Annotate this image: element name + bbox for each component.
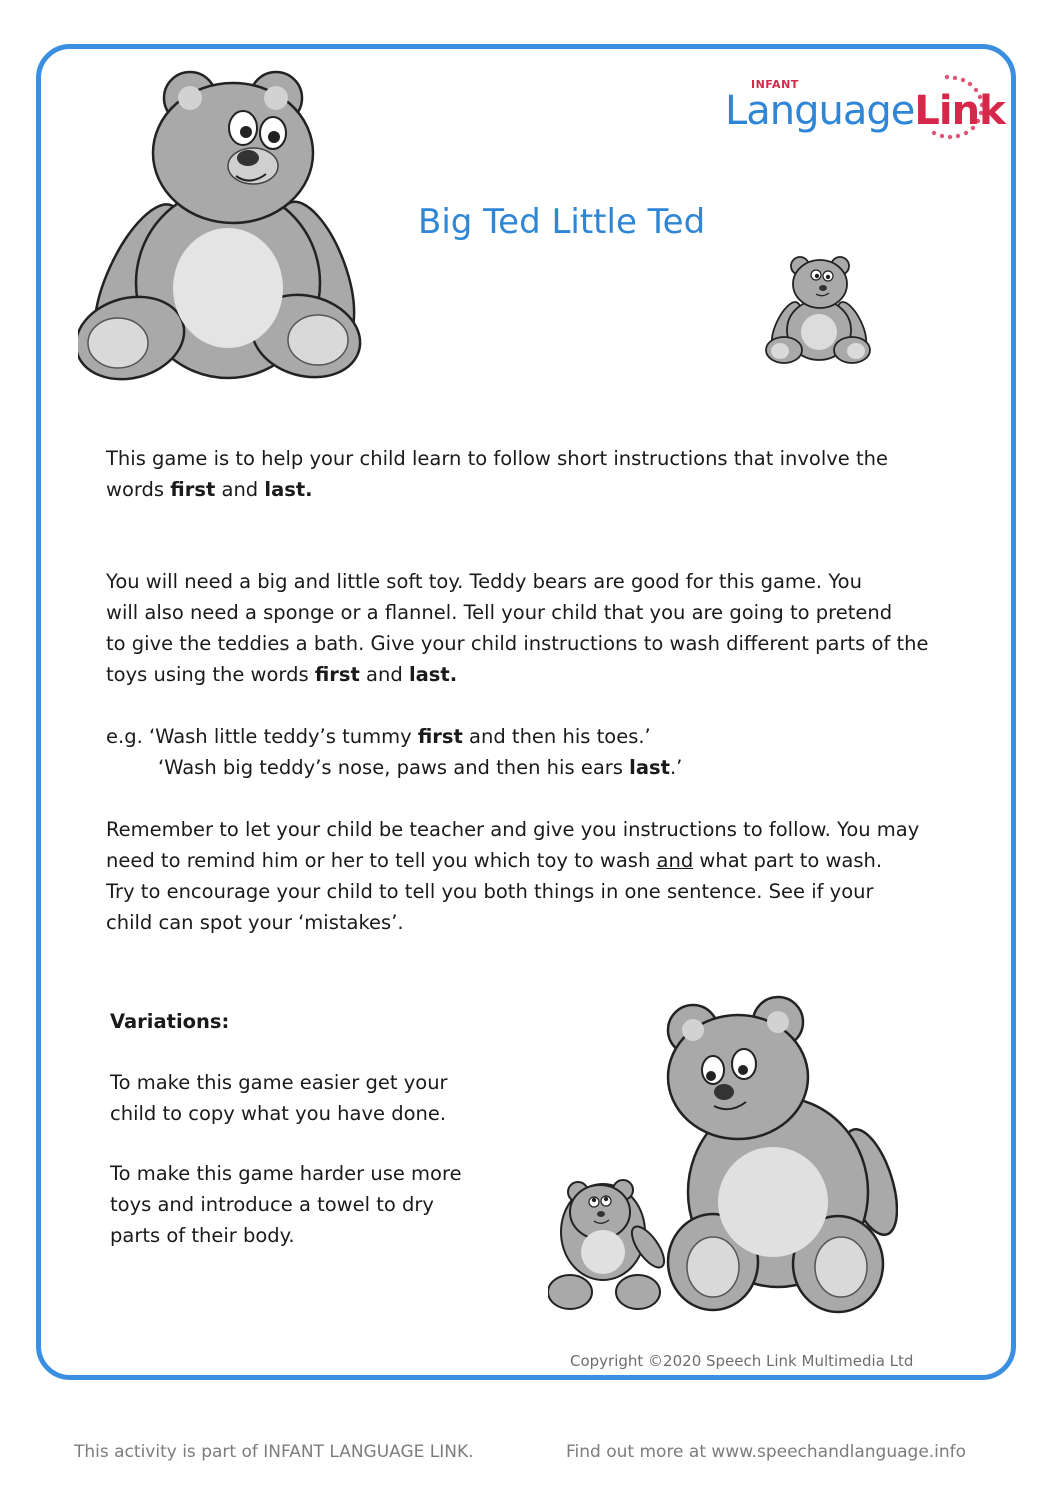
variations-heading bbox=[110, 1006, 229, 1037]
remember-line-1: Remember to let your child be teacher and give you instructions to follow. You may bbox=[106, 818, 920, 841]
example-line-1 bbox=[106, 721, 682, 752]
remember-text: what part to wash. bbox=[693, 849, 883, 872]
remember-paragraph bbox=[106, 814, 919, 938]
logo-wordmark bbox=[725, 88, 1005, 134]
materials-paragraph bbox=[106, 566, 929, 690]
two-teddy-bears-icon bbox=[548, 992, 898, 1322]
remember-line-2 bbox=[106, 845, 919, 876]
materials-text: and bbox=[359, 663, 409, 686]
intro-line-2 bbox=[106, 474, 888, 505]
copyright-text: Copyright ©2020 Speech Link Multimedia Ltd bbox=[570, 1352, 914, 1370]
materials-bold-last: last. bbox=[408, 663, 458, 686]
intro-text: words bbox=[106, 478, 171, 501]
remember-line-4: child can spot your ‘mistakes’. bbox=[106, 911, 404, 934]
example-line-2 bbox=[106, 752, 682, 783]
example-bold-first: first bbox=[417, 725, 463, 748]
remember-text: need to remind him or her to tell you which toy to wash bbox=[106, 849, 657, 872]
variations-heading-text: Variations: bbox=[110, 1010, 230, 1033]
variations-harder-line-1: To make this game harder use more bbox=[110, 1162, 462, 1185]
variations-easier bbox=[110, 1067, 448, 1129]
intro-bold-last: last. bbox=[264, 478, 313, 501]
materials-text: toys using the words bbox=[106, 663, 315, 686]
variations-easier-line-2: child to copy what you have done. bbox=[110, 1102, 447, 1125]
example-text: ‘Wash big teddy’s nose, paws and then his ears bbox=[158, 756, 630, 779]
intro-paragraph bbox=[106, 443, 888, 505]
example-text: e.g. ‘Wash little teddy’s tummy bbox=[106, 725, 418, 748]
example-bold-last: last bbox=[629, 756, 670, 779]
example-text: .’ bbox=[669, 756, 683, 779]
materials-line-2: will also need a sponge or a flannel. Tell your child that you are going to pretend bbox=[106, 601, 893, 624]
materials-line-4 bbox=[106, 659, 929, 690]
example-text: and then his toes.’ bbox=[462, 725, 651, 748]
intro-line-1: This game is to help your child learn to follow short instructions that involve the bbox=[106, 447, 888, 470]
footer-right-text: Find out more at www.speechandlanguage.info bbox=[566, 1442, 967, 1462]
example-paragraph bbox=[106, 721, 682, 783]
logo-word-language: Language bbox=[725, 88, 915, 134]
footer-left-text: This activity is part of INFANT LANGUAGE LINK. bbox=[74, 1442, 474, 1462]
variations-harder bbox=[110, 1158, 462, 1251]
remember-line-3: Try to encourage your child to tell you both things in one sentence. See if your bbox=[106, 880, 874, 903]
variations-easier-line-1: To make this game easier get your bbox=[110, 1071, 448, 1094]
variations-harder-line-3: parts of their body. bbox=[110, 1224, 295, 1247]
intro-bold-first: first bbox=[170, 478, 216, 501]
intro-text: and bbox=[215, 478, 265, 501]
remember-underlined-and: and bbox=[656, 849, 694, 872]
materials-line-1: You will need a big and little soft toy. Teddy bears are good for this game. You bbox=[106, 570, 862, 593]
materials-line-3: to give the teddies a bath. Give your child instructions to wash different parts of the bbox=[106, 632, 929, 655]
big-teddy-bear-icon bbox=[78, 68, 368, 388]
logo-word-link: Link bbox=[914, 88, 1005, 134]
little-teddy-bear-icon bbox=[764, 252, 874, 370]
materials-bold-first: first bbox=[314, 663, 360, 686]
page-title: Big Ted Little Ted bbox=[418, 202, 706, 242]
variations-harder-line-2: toys and introduce a towel to dry bbox=[110, 1193, 434, 1216]
language-link-logo bbox=[725, 70, 1005, 150]
logo-small-text: INFANT bbox=[751, 78, 799, 91]
